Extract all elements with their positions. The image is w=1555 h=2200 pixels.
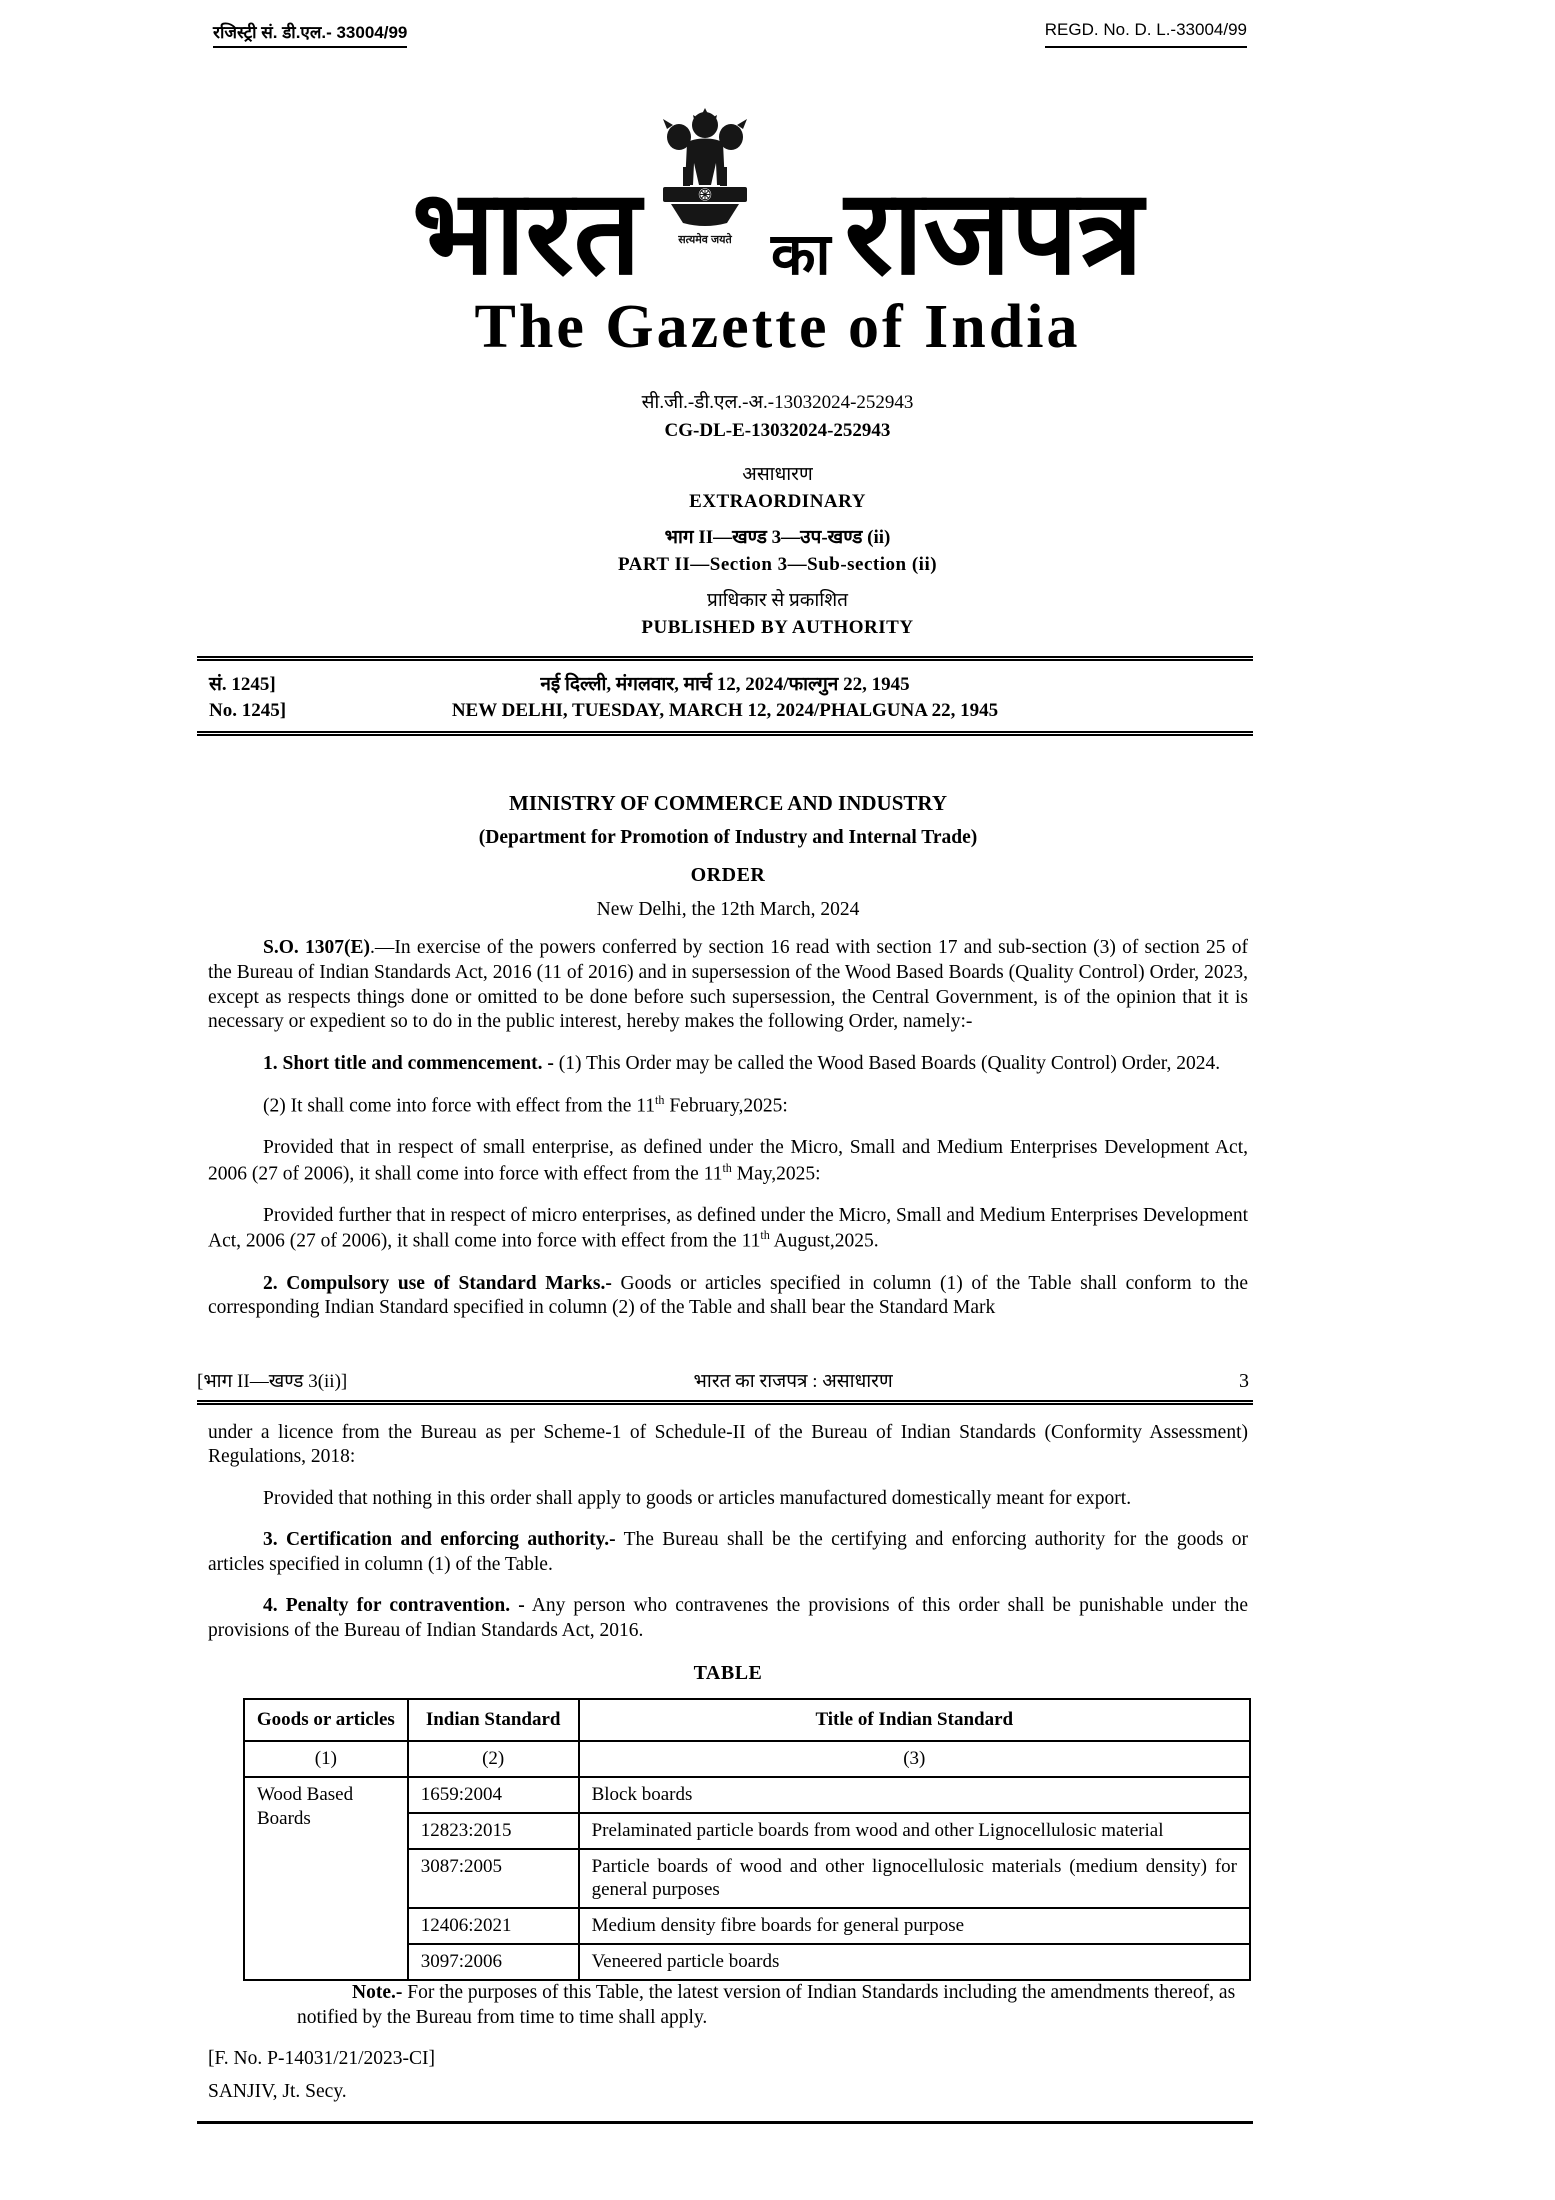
bottom-rule (197, 2121, 1253, 2124)
ordinal-suffix: th (722, 1160, 732, 1175)
col-header-goods: Goods or articles (244, 1699, 408, 1741)
paragraph-clause2 (208, 1272, 1248, 1321)
title-cell: Veneered particle boards (579, 1944, 1250, 1980)
authority-hindi: प्राधिकार से प्रकाशित (707, 590, 848, 612)
proviso-small-pre: Provided that in respect of small enterprise, as defined under the Micro, Small and Medium Enterprises Development Act, 2006 (27 of 2006), it shall come into force with effect from the 11 (208, 1137, 1248, 1185)
issue-number-english: No. 1245] (209, 699, 287, 721)
paragraph-proviso-micro (208, 1204, 1248, 1255)
title-cell: Particle boards of wood and other lignocellulosic materials (medium density) for general purposes (579, 1849, 1250, 1909)
clause1-sub2-post: February,2025: (664, 1095, 788, 1117)
department-heading: (Department for Promotion of Industry and Internal Trade) (478, 827, 978, 849)
table-note (208, 1981, 1248, 2030)
clause2-text: Goods or articles specified in column (1) of the Table shall conform to the corresponding Indian Standard specified in column (2) of the Table and shall bear the Standard Mark (208, 1272, 1248, 1319)
col-header-title: Title of Indian Standard (579, 1699, 1250, 1741)
table-row (244, 1777, 1250, 1813)
standard-cell: 12406:2021 (408, 1908, 579, 1944)
masthead-hindi-ka: का (770, 222, 831, 287)
file-number: [F. No. P-14031/21/2023-CI] (208, 2048, 436, 2070)
ministry-heading: MINISTRY OF COMMERCE AND INDUSTRY (509, 790, 947, 815)
issue-row-english (197, 698, 1253, 724)
extraordinary-block (0, 462, 1555, 515)
clause3-title: 3. Certification and enforcing authority.- (263, 1529, 616, 1551)
clause4-text: Any person who contravenes the provisions of this order shall be punishable under the provisions of the Bureau of Indian Standards Act, 2016. (208, 1595, 1248, 1642)
extraordinary-english: EXTRAORDINARY (689, 490, 866, 512)
authority-english: PUBLISHED BY AUTHORITY (641, 617, 914, 639)
issue-date-english: NEW DELHI, TUESDAY, MARCH 12, 2024/PHALGUNA 22, 1945 (451, 699, 999, 721)
gazette-english-title: The Gazette of India (474, 293, 1081, 361)
masthead-hindi-bharat: भारत (411, 167, 641, 300)
paragraph-clause1 (208, 1052, 1248, 1077)
cg-number-hindi: सी.जी.-डी.एल.-अ.-13032024-252943 (641, 392, 914, 413)
page2-content (208, 1421, 1248, 2105)
paragraph-clause1-sub2 (208, 1093, 1248, 1119)
authority-block (0, 588, 1555, 641)
extraordinary-hindi: असाधारण (742, 464, 813, 486)
page2-page-number: 3 (1239, 1369, 1249, 1392)
title-cell: Medium density fibre boards for general purpose (579, 1908, 1250, 1944)
paragraph-clause4 (208, 1594, 1248, 1643)
standards-table (243, 1698, 1251, 1982)
issue-number-hindi: सं. 1245] (209, 673, 276, 695)
col-header-standard: Indian Standard (408, 1699, 579, 1741)
page2-running-header (197, 1367, 1253, 1405)
order-place-date: New Delhi, the 12th March, 2024 (596, 898, 860, 920)
proviso-micro-post: August,2025. (769, 1230, 879, 1252)
part-section-english: PART II—Section 3—Sub-section (ii) (617, 553, 938, 575)
ordinal-suffix: th (655, 1093, 665, 1108)
clause1-title: 1. Short title and commencement. - (263, 1052, 554, 1074)
note-label: Note.- (352, 1982, 403, 2004)
registration-number-hindi: रजिस्ट्री सं. डी.एल.- 33004/99 (213, 20, 407, 48)
part-section-hindi: भाग II—खण्ड 3—उप-खण्ड (ii) (664, 527, 891, 549)
page1-content (208, 790, 1248, 1321)
masthead-hindi-rajpatra: राजपत्र (844, 167, 1144, 300)
cg-number-block (0, 389, 1555, 444)
masthead (0, 76, 1555, 300)
standard-cell: 12823:2015 (408, 1813, 579, 1849)
order-heading: ORDER (690, 863, 766, 886)
clause3-text: The Bureau shall be the certifying and enforcing authority for the goods or articles specified in column (1) of the Table. (208, 1529, 1249, 1575)
title-cell: Prelaminated particle boards from wood and other Lignocellulosic material (579, 1813, 1250, 1849)
table-header-row (244, 1699, 1250, 1741)
paragraph-continuation: under a licence from the Bureau as per Scheme-1 of Schedule-II of the Bureau of Indian Standards (Conformity Assessment) Regulations, 2018: (208, 1421, 1248, 1468)
paragraph-so (208, 936, 1248, 1034)
standard-cell: 3097:2006 (408, 1944, 579, 1980)
so-text: .—In exercise of the powers conferred by section 16 read with section 17 and sub-section (3) of section 25 of the Bureau of Indian Standards Act, 2016 (11 of 2016) and in supersession of the Wood Based Boards (Quality Control) Order, 2023, except as respects things done or omitted to be done before such supersession, the Central Government, is of the opinion that it is necessary or expedient so to do in the public interest, hereby makes the following Order, namely:- (208, 937, 1248, 1033)
table-heading: TABLE (693, 1661, 763, 1684)
ordinal-suffix: th (760, 1228, 770, 1243)
signature-line: SANJIV, Jt. Secy. (208, 2080, 347, 2102)
clause2-title: 2. Compulsory use of Standard Marks.- (263, 1272, 612, 1294)
proviso-micro-pre: Provided further that in respect of micro enterprises, as defined under the Micro, Small and Medium Enterprises Development Act, 2006 (27 of 2006), it shall come into force with effect from the 11 (208, 1204, 1249, 1252)
clause1-sub2-pre: (2) It shall come into force with effect from the 11 (263, 1095, 656, 1117)
goods-cell: Wood Based Boards (244, 1777, 408, 1981)
national-emblem (653, 76, 757, 288)
col-number-1: (1) (244, 1741, 408, 1777)
table-colnum-row (244, 1741, 1250, 1777)
registration-bar (0, 0, 1555, 48)
page2-header-center: भारत का राजपत्र : असाधारण (693, 1370, 893, 1392)
lion-capital-emblem-icon (653, 76, 757, 288)
part-section-block (0, 525, 1555, 578)
cg-number-english: CG-DL-E-13032024-252943 (664, 419, 891, 441)
clause4-title: 4. Penalty for contravention. - (263, 1595, 525, 1617)
proviso-small-post: May,2025: (731, 1163, 821, 1185)
registration-number-english: REGD. No. D. L.-33004/99 (1045, 20, 1247, 48)
paragraph-clause3 (208, 1528, 1248, 1577)
standard-cell: 3087:2005 (408, 1849, 579, 1909)
so-number: S.O. 1307(E) (263, 937, 370, 959)
standard-cell: 1659:2004 (408, 1777, 579, 1813)
issue-row-hindi (197, 668, 1253, 698)
paragraph-proviso-small (208, 1136, 1248, 1187)
col-number-3: (3) (579, 1741, 1250, 1777)
note-text: For the purposes of this Table, the latest version of Indian Standards including the amendments thereof, as notified by the Bureau from time to time shall apply. (297, 1982, 1236, 2028)
col-number-2: (2) (408, 1741, 579, 1777)
issue-bar (197, 656, 1253, 736)
clause1-text: (1) This Order may be called the Wood Based Boards (Quality Control) Order, 2024. (553, 1052, 1221, 1074)
issue-date-hindi: नई दिल्ली, मंगलवार, मार्च 12, 2024/फाल्गुन 22, 1945 (540, 673, 910, 695)
paragraph-proviso-export: Provided that nothing in this order shall apply to goods or articles manufactured domestically meant for export. (263, 1487, 1132, 1509)
motto-satyameva-jayate: सत्यमेव जयते (678, 234, 732, 246)
page2-header-left: [भाग II—खण्ड 3(ii)] (197, 1370, 348, 1392)
title-cell: Block boards (579, 1777, 1250, 1813)
